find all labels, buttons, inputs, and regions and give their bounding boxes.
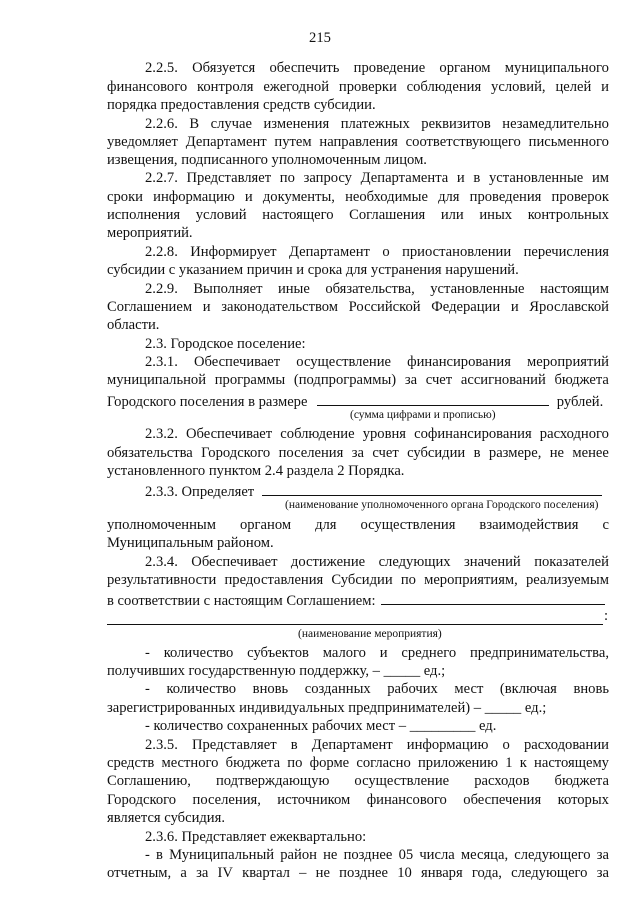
word: расходов <box>474 773 530 789</box>
word: осуществления <box>360 517 456 533</box>
word: источником <box>277 792 351 808</box>
word: установленные <box>488 170 584 186</box>
word: за <box>196 865 209 881</box>
word: бюджета <box>554 372 609 388</box>
word: 2.2.7. <box>145 170 178 186</box>
word: 2.3.2. <box>145 426 178 442</box>
word: район <box>280 847 317 863</box>
word: настоящего <box>262 207 334 223</box>
word: 1 <box>505 755 513 771</box>
word: финансирования <box>407 354 511 370</box>
word: для <box>315 517 337 533</box>
text-line <box>107 572 609 589</box>
word: года, <box>471 865 502 881</box>
word: к <box>519 755 527 771</box>
word: поселения <box>278 445 344 461</box>
text-line <box>107 299 609 316</box>
word: количество <box>163 645 234 661</box>
word: им <box>591 170 609 186</box>
word: муниципальной <box>107 372 207 388</box>
word: проверки <box>338 79 397 95</box>
text-line <box>145 847 609 864</box>
amount-line <box>107 391 609 411</box>
word: документы, <box>262 189 335 205</box>
word: Городского <box>201 445 271 461</box>
word: проведения <box>469 189 542 205</box>
word: за <box>404 372 418 388</box>
word: реквизитов <box>421 116 491 132</box>
word: в <box>290 737 298 753</box>
word: которых <box>557 792 609 808</box>
word: - <box>145 681 150 697</box>
word: не <box>315 865 330 881</box>
word: в <box>156 847 163 863</box>
word: показателей <box>534 554 609 570</box>
text-line <box>107 189 609 206</box>
word: средств <box>107 755 155 771</box>
word: менее <box>572 445 609 461</box>
text-line <box>107 445 609 462</box>
text-line: порядка предоставления средств субсидии. <box>107 97 376 113</box>
word: софинансирования <box>414 426 532 442</box>
text-line <box>107 372 609 389</box>
word: 2.2.6. <box>145 116 178 132</box>
word: приложению <box>417 755 498 771</box>
word: изменения <box>263 116 330 132</box>
word: проведение <box>353 60 426 76</box>
word: иные <box>277 281 310 297</box>
word: размере, <box>488 445 542 461</box>
colon: : <box>604 608 609 624</box>
word: соблюдения <box>406 79 482 95</box>
word: В <box>189 116 200 132</box>
word: по <box>400 572 416 588</box>
word: Департамент <box>185 134 267 150</box>
word: числа <box>419 847 455 863</box>
word: 2.2.9. <box>145 281 178 297</box>
word: местного <box>161 755 219 771</box>
word: бюджета <box>225 755 281 771</box>
word: в <box>473 445 481 461</box>
word: – <box>299 865 307 881</box>
word: (подпрограммы) <box>293 372 397 388</box>
word: квартал <box>242 865 290 881</box>
text-line: Муниципальным районом. <box>107 535 274 551</box>
word: Обеспечивает <box>185 426 273 442</box>
word: результативности <box>107 572 217 588</box>
word: контроля <box>197 79 254 95</box>
word: и <box>244 189 253 205</box>
word: по <box>287 755 303 771</box>
word: значений <box>464 554 521 570</box>
word: условий, <box>491 79 546 95</box>
word: и <box>510 299 519 315</box>
word: расходовании <box>523 737 609 753</box>
word: вновь <box>573 681 609 697</box>
word: приостановлении <box>402 244 512 260</box>
word: а <box>180 865 187 881</box>
word: мероприятий <box>527 354 609 370</box>
text-line: установленного пунктом 2.4 раздела 2 Порядка. <box>107 463 405 479</box>
word: о <box>502 737 510 753</box>
text-line <box>145 170 609 187</box>
amount-prefix: Городского поселения в размере <box>107 394 308 410</box>
word: Соглашению, <box>107 773 191 789</box>
word: Соглашения <box>349 207 426 223</box>
word: проверок <box>551 189 609 205</box>
word: в <box>473 170 481 186</box>
word: о <box>382 244 390 260</box>
word: Обязуется <box>192 60 256 76</box>
word: Департамент <box>288 244 370 260</box>
word: иных <box>479 207 513 223</box>
word: Федерации <box>431 299 501 315</box>
word: расходного <box>539 426 609 442</box>
word: IV <box>217 865 233 881</box>
text-line: мероприятий. <box>107 225 193 241</box>
word: Обеспечивает <box>193 354 281 370</box>
word: законодательством <box>221 299 339 315</box>
agreement-label: в соответствии с настоящим Соглашением: <box>107 593 376 609</box>
text-line <box>145 244 609 261</box>
word: предоставления <box>224 572 324 588</box>
define-label: 2.3.3. Определяет <box>145 484 255 500</box>
word: платежных <box>340 116 410 132</box>
word: Субсидии <box>331 572 393 588</box>
amount-suffix: рублей. <box>556 394 604 410</box>
word: финансового <box>366 792 447 808</box>
word: подтверждающую <box>215 773 330 789</box>
text-line: извещения, подписанного уполномоченным лицом. <box>107 152 427 168</box>
word: форме <box>309 755 350 771</box>
define-line <box>145 481 609 501</box>
text-line: 2.3.6. Представляет ежеквартально: <box>145 829 367 845</box>
word: для <box>438 189 460 205</box>
word: предпринимательства, <box>469 645 609 661</box>
word: и <box>456 170 465 186</box>
word: исполнения <box>107 207 181 223</box>
word: Департамента <box>360 170 449 186</box>
word: позднее <box>343 847 393 863</box>
word: за <box>596 865 609 881</box>
word: органом <box>239 517 292 533</box>
word: или <box>440 207 464 223</box>
word: 2.3.1. <box>145 354 178 370</box>
word: реализуемым <box>525 572 609 588</box>
event-blank[interactable] <box>107 624 603 625</box>
word: 2.3.5. <box>145 737 178 753</box>
text-line <box>145 681 609 698</box>
word: контрольных <box>527 207 609 223</box>
caption-authority: (наименование уполномоченного органа Городского поселения) <box>285 499 599 511</box>
word: Обеспечивает <box>191 554 278 570</box>
word: 2.2.5. <box>145 60 178 76</box>
word: взаимодействия <box>479 517 579 533</box>
word: программы <box>214 372 286 388</box>
text-line <box>145 60 609 77</box>
word: уполномоченным <box>107 517 216 533</box>
caption-amount: (сумма цифрами и прописью) <box>350 409 496 421</box>
word: Департамент <box>311 737 393 753</box>
word: и <box>601 79 609 95</box>
page-number: 215 <box>309 30 331 46</box>
text-line <box>107 517 609 534</box>
section-heading: 2.3. Городское поселение: <box>145 336 306 352</box>
word: рабочих <box>387 681 438 697</box>
word: мероприятиям, <box>424 572 518 588</box>
word: условий <box>195 207 247 223</box>
word: мест <box>454 681 484 697</box>
word: Муниципальный <box>169 847 275 863</box>
word: не <box>549 445 565 461</box>
word: уведомляет <box>107 134 178 150</box>
word: позднее <box>339 865 388 881</box>
word: Выполняет <box>193 281 263 297</box>
word: по <box>279 170 295 186</box>
text-line <box>107 207 609 224</box>
text-line <box>107 755 609 772</box>
word: Представляет <box>186 170 272 186</box>
word: и <box>202 299 211 315</box>
text-line <box>107 773 609 790</box>
word: с <box>602 517 609 533</box>
word: соответствующего <box>405 134 521 150</box>
word: счет <box>425 372 453 388</box>
word: Городского <box>107 792 177 808</box>
text-line <box>107 134 609 151</box>
word: согласно <box>356 755 411 771</box>
word: отчетным, <box>107 865 172 881</box>
word: следующих <box>378 554 451 570</box>
agreement-line <box>107 590 609 610</box>
word: 2.3.4. <box>145 554 178 570</box>
word: Информирует <box>190 244 277 260</box>
word: бюджета <box>554 773 609 789</box>
word: информацию <box>153 189 235 205</box>
word: следующего <box>514 847 591 863</box>
word: не <box>323 847 338 863</box>
word: созданных <box>304 681 371 697</box>
word: малого <box>322 645 366 661</box>
text-line <box>145 554 609 571</box>
word: - <box>145 847 150 863</box>
text-line: области. <box>107 317 160 333</box>
authority-blank[interactable] <box>262 481 602 496</box>
word: перечисления <box>523 244 609 260</box>
word: направления <box>319 134 398 150</box>
word: случае <box>210 116 252 132</box>
text-line: является субсидия. <box>107 810 225 826</box>
word: незамедлительно <box>502 116 609 132</box>
word: января <box>420 865 463 881</box>
word: ассигнований <box>460 372 546 388</box>
word: обеспечить <box>269 60 340 76</box>
word: количество <box>166 681 237 697</box>
word: уровня <box>362 426 407 442</box>
text-line <box>107 79 609 96</box>
word: целей <box>555 79 592 95</box>
word: обязательства <box>107 445 193 461</box>
text-line <box>107 792 609 809</box>
word: установленные <box>430 281 525 297</box>
word: месяца, <box>460 847 509 863</box>
text-line <box>145 354 609 371</box>
word: обязательства, <box>325 281 415 297</box>
text-line: зарегистрированных индивидуальных предпринимателей) – _____ ед.; <box>107 700 547 716</box>
text-line: - количество сохраненных рабочих мест – _________ ед. <box>145 718 497 734</box>
text-line: субсидии с указанием причин и срока для устранения нарушений. <box>107 262 519 278</box>
word: сроки <box>107 189 143 205</box>
word: осуществление <box>354 773 450 789</box>
word: 2.2.8. <box>145 244 178 260</box>
amount-blank[interactable] <box>317 391 549 406</box>
word: 10 <box>397 865 412 881</box>
word: и <box>379 645 388 661</box>
word: финансового <box>107 79 188 95</box>
word: письменного <box>528 134 609 150</box>
word: 05 <box>398 847 414 863</box>
text-line: получивших государственную поддержку, – _____ ед.; <box>107 663 446 679</box>
word: обеспечения <box>463 792 542 808</box>
word: настоящим <box>540 281 609 297</box>
text-line <box>145 737 609 754</box>
word: субсидии <box>407 445 466 461</box>
word: за <box>351 445 364 461</box>
text-line <box>145 116 609 133</box>
word: следующего <box>511 865 588 881</box>
word: Российской <box>348 299 421 315</box>
word: Соглашением <box>107 299 193 315</box>
word: муниципального <box>504 60 609 76</box>
word: информацию <box>406 737 489 753</box>
word: Ярославской <box>529 299 609 315</box>
word: осуществление <box>296 354 392 370</box>
word: необходимые <box>345 189 428 205</box>
word: - <box>145 645 150 661</box>
word: за <box>596 847 609 863</box>
word: запросу <box>303 170 352 186</box>
word: счет <box>372 445 399 461</box>
word: субъектов <box>247 645 309 661</box>
text-line <box>145 645 609 662</box>
word: поселения, <box>192 792 261 808</box>
word: ежегодной <box>263 79 330 95</box>
word: соблюдение <box>280 426 355 442</box>
word: (включая <box>499 681 557 697</box>
text-line <box>145 426 609 443</box>
word: вновь <box>252 681 289 697</box>
word: достижение <box>290 554 366 570</box>
word: среднего <box>401 645 457 661</box>
text-line <box>107 865 609 882</box>
text-line <box>145 281 609 298</box>
caption-event: (наименование мероприятия) <box>298 628 442 640</box>
agreement-blank[interactable] <box>381 590 605 605</box>
word: путем <box>274 134 312 150</box>
word: настоящему <box>534 755 609 771</box>
word: органом <box>439 60 491 76</box>
word: Представляет <box>191 737 277 753</box>
